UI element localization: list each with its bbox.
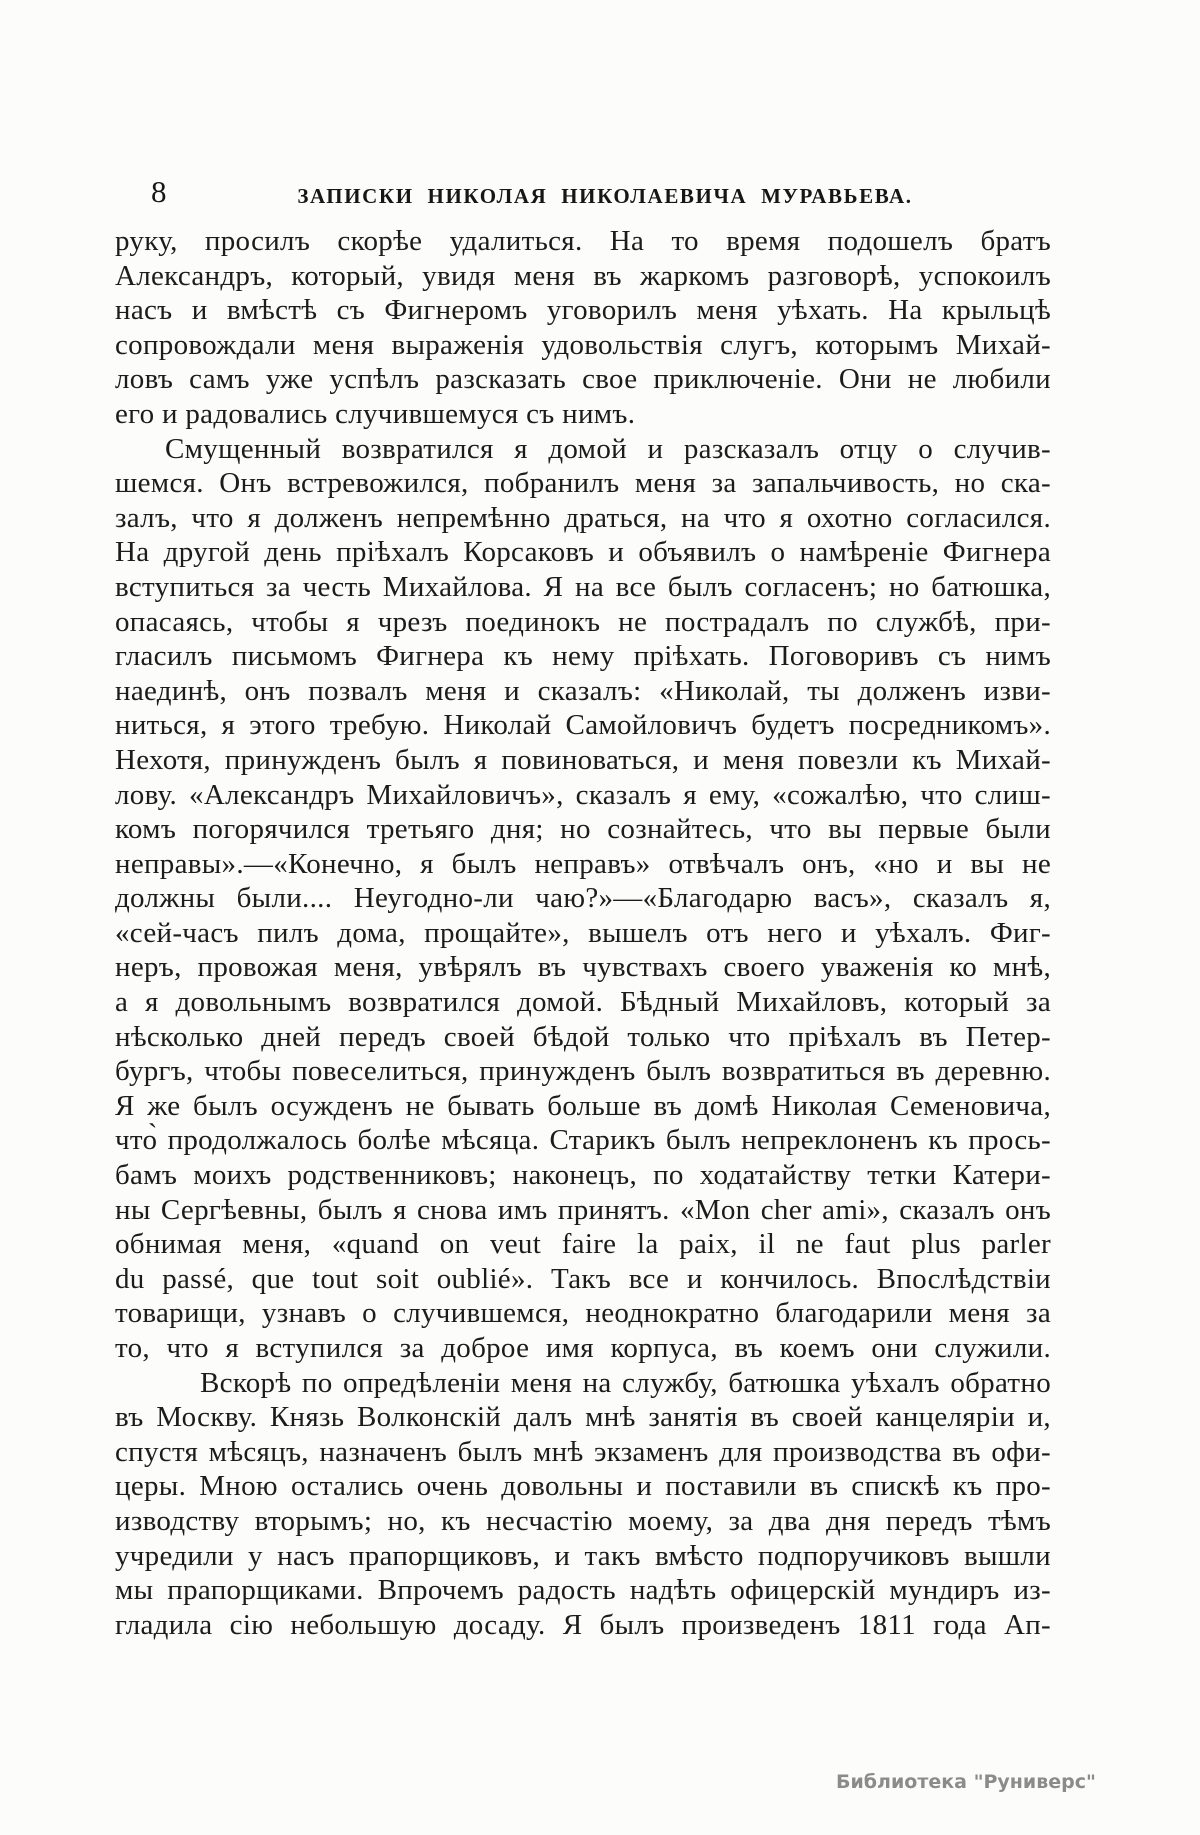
text-line: Нехотя, принужденъ былъ я повиноваться, и меня повезли къ Михай- — [115, 743, 1051, 776]
text-line: а я довольнымъ возвратился домой. Бѣдный Михайловъ, который за — [115, 986, 1051, 1019]
text-line: гладила сію небольшую досаду. Я былъ произведенъ 1811 года Ап- — [115, 1608, 1051, 1641]
text-line: то, что я вступился за доброе имя корпуса, въ коемъ они служили. — [115, 1332, 1051, 1364]
text-line: лову. «Александръ Михайловичъ», сказалъ я ему, «сожалѣю, что слиш- — [115, 778, 1051, 811]
text-line: мы прапорщиками. Впрочемъ радость надѣть офицерскій мундиръ из- — [115, 1574, 1051, 1607]
text-line: наединѣ, онъ позвалъ меня и сказалъ: «Николай, ты долженъ изви- — [115, 674, 1051, 707]
running-title: ЗАПИСКИ НИКОЛАЯ НИКОЛАЕВИЧА МУРАВЬЕВА. — [297, 184, 913, 208]
text-line: ны Сергѣевны, былъ я снова имъ принятъ. «Mon cher ami», сказалъ онъ — [115, 1193, 1051, 1226]
text-line: залъ, что я долженъ непремѣнно драться, на что я охотно согласился. — [115, 501, 1051, 534]
text-line: изводству вторымъ; но, къ несчастію моему, за два дня передъ тѣмъ — [115, 1504, 1051, 1537]
text-line: ниться, я этого требую. Николай Самойловичъ будетъ посредникомъ». — [115, 709, 1051, 742]
text-line: ловъ самъ уже успѣлъ разсказать свое приключеніе. Они не любили — [115, 363, 1051, 396]
text-line: du passé, que tout soit oublié». Такъ все и кончилось. Впослѣдствіи — [115, 1262, 1051, 1295]
text-line: бургъ, чтобы повеселиться, принужденъ былъ возвратиться въ деревню. — [115, 1055, 1051, 1088]
text-line: его и радовались случившемуся съ нимъ. — [115, 397, 636, 430]
text-line: «сей-часъ пилъ дома, прощайте», вышелъ отъ него и уѣхалъ. Фиг- — [115, 916, 1051, 949]
text-line: На другой день пріѣхалъ Корсаковъ и объявилъ о намѣреніе Фигнера — [115, 536, 1051, 569]
text-line: Смущенный возвратился я домой и разсказалъ отцу о случив- — [165, 432, 1051, 465]
text-line: опасаясь, чтобы я чрезъ поединокъ не пострадалъ по службѣ, при- — [115, 605, 1051, 638]
text-line: что̀ продолжалось болѣе мѣсяца. Старикъ былъ непреклоненъ къ прось- — [115, 1124, 1051, 1157]
text-line: неръ, провожая меня, увѣрялъ въ чувствахъ своего уваженія ко мнѣ, — [115, 951, 1051, 984]
text-line: въ Москву. Князь Волконскій далъ мнѣ занятія въ своей канцеляріи и, — [115, 1401, 1051, 1434]
body-text — [115, 224, 1051, 1642]
text-line: Александръ, который, увидя меня въ жаркомъ разговорѣ, успокоилъ — [115, 259, 1051, 292]
text-line: вступиться за честь Михайлова. Я на все былъ согласенъ; но батюшка, — [115, 570, 1051, 603]
text-line: насъ и вмѣстѣ съ Фигнеромъ уговорилъ меня уѣхать. На крыльцѣ — [115, 294, 1051, 327]
text-line: церы. Мною остались очень довольны и поставили въ спискѣ къ про- — [115, 1470, 1051, 1503]
text-line: руку, просилъ скорѣе удалиться. На то время подошелъ братъ — [115, 225, 1051, 257]
text-line: спустя мѣсяцъ, назначенъ былъ мнѣ экзаменъ для производства въ офи- — [115, 1435, 1051, 1468]
text-line: гласилъ письмомъ Фигнера къ нему пріѣхать. Поговоривъ съ нимъ — [115, 640, 1051, 673]
text-line: обнимая меня, «quand on veut faire la paix, il ne faut plus parler — [115, 1228, 1051, 1261]
text-line: сопровождали меня выраженія удовольствія слугъ, которымъ Михай- — [115, 328, 1051, 361]
text-line: бамъ моихъ родственниковъ; наконецъ, по ходатайству тетки Катери- — [115, 1159, 1051, 1192]
text-line: нѣсколько дней передъ своей бѣдой только что пріѣхалъ въ Петер- — [115, 1020, 1051, 1053]
library-watermark: Библиотека "Руниверс" — [836, 1771, 1096, 1793]
text-line: неправы».—«Конечно, я былъ неправъ» отвѣчалъ онъ, «но и вы не — [115, 847, 1051, 880]
text-line: должны были.... Неугодно-ли чаю?»—«Благодарю васъ», сказалъ я, — [115, 882, 1051, 915]
text-line: товарищи, узнавъ о случившемся, неоднократно благодарили меня за — [115, 1297, 1051, 1330]
text-line: Я же былъ осужденъ не бывать больше въ домѣ Николая Семеновича, — [115, 1089, 1051, 1122]
text-line: шемся. Онъ встревожился, побранилъ меня за запальчивость, но ска- — [115, 467, 1051, 500]
page-number: 8 — [151, 174, 167, 209]
text-line: Вскорѣ по опредѣленіи меня на службу, батюшка уѣхалъ обратно — [200, 1366, 1051, 1399]
text-line: комъ погорячился третьяго дня; но сознайтесь, что вы первые были — [115, 813, 1051, 846]
text-line: учредили у насъ прапорщиковъ, и такъ вмѣсто подпоручиковъ вышли — [115, 1539, 1051, 1572]
